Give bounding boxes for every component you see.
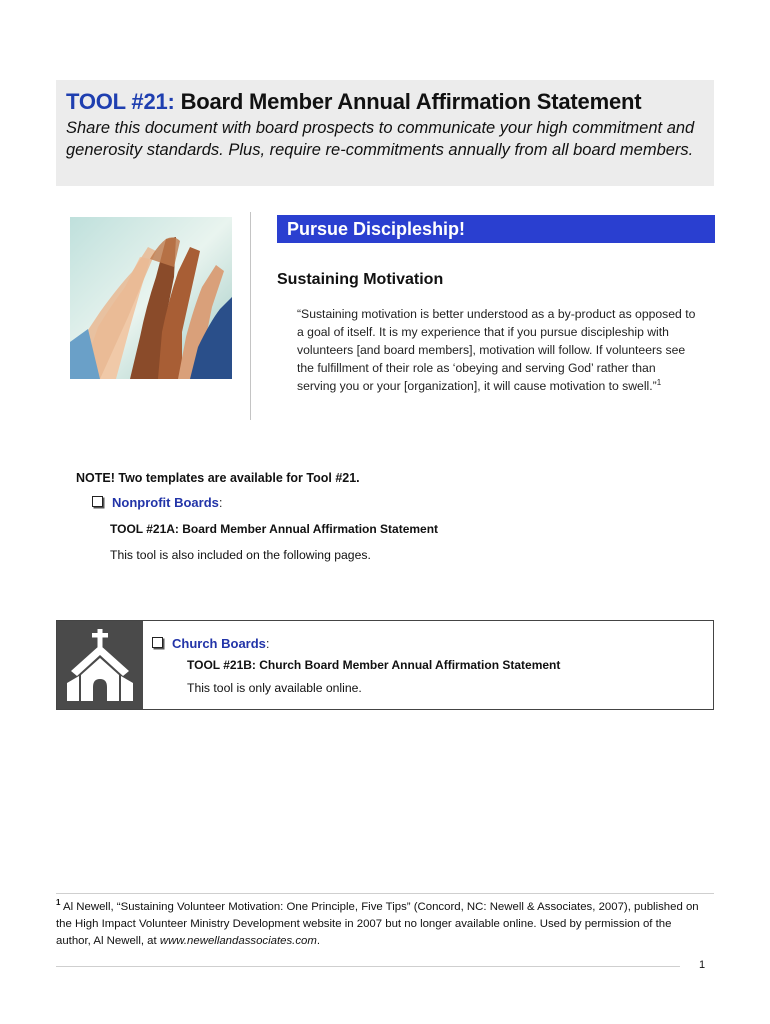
tool-header (56, 80, 714, 186)
footnote-number: 1 (56, 898, 61, 908)
tool-21b-title: TOOL #21B: Church Board Member Annual Affirmation Statement (187, 658, 561, 672)
footnote-divider (56, 893, 714, 894)
tool-title-text: Board Member Annual Affirmation Statement (180, 89, 642, 114)
tool-21a-title: TOOL #21A: Board Member Annual Affirmation Statement (110, 522, 439, 536)
footnote-text: Al Newell, “Sustaining Volunteer Motivation: One Principle, Five Tips” (Concord, NC: Newell & Associates, 2007), published on the High Impact Volunteer Ministry Development website in 2007 but no longer available online. Used by permission of the author, Al Newell, at (56, 901, 699, 947)
quote-text: “Sustaining motivation is better understood as a by-product as opposed to a goal of itself. It is my experience that if you pursue discipleship with volunteers [and board members], motivation will follow. If volunteers see the fulfillment of their role as ‘obeying and serving God’ rather than serving you or your [organization], it will cause motivation to swell.” (297, 307, 696, 393)
label-colon: : (265, 636, 270, 651)
nonprofit-boards-option (92, 495, 223, 510)
section-heading: Sustaining Motivation (277, 271, 444, 288)
church-boards-label: Church Boards (172, 636, 266, 651)
raised-hands-photo (70, 217, 232, 379)
vertical-divider (250, 212, 251, 420)
checkbox-icon (92, 496, 103, 507)
motivation-quote (297, 305, 697, 395)
footnote-end: . (316, 935, 321, 947)
footnote (56, 899, 706, 950)
tool-number: TOOL #21: (66, 89, 175, 114)
footnote-ref: 1 (656, 377, 662, 387)
church-icon-panel (57, 621, 143, 709)
footnote-link[interactable]: www.newellandassociates.com (159, 935, 317, 947)
checkbox-icon (152, 637, 163, 648)
church-boards-option (152, 636, 270, 651)
page-footer-divider (56, 966, 680, 967)
tool-21b-availability: This tool is only available online. (187, 681, 362, 695)
tool-title (66, 89, 641, 115)
church-icon (57, 621, 143, 708)
templates-note: NOTE! Two templates are available for Tool #21. (76, 471, 360, 485)
tool-subtitle: Share this document with board prospects to communicate your high commitment and generosity standards. Plus, require re-commitments annually from all board members. (66, 119, 695, 159)
pursue-discipleship-banner: Pursue Discipleship! (277, 215, 715, 243)
label-colon: : (218, 495, 223, 510)
page-number: 1 (699, 959, 706, 971)
nonprofit-boards-label: Nonprofit Boards (112, 495, 219, 510)
tool-21a-availability: This tool is also included on the following pages. (110, 548, 371, 562)
